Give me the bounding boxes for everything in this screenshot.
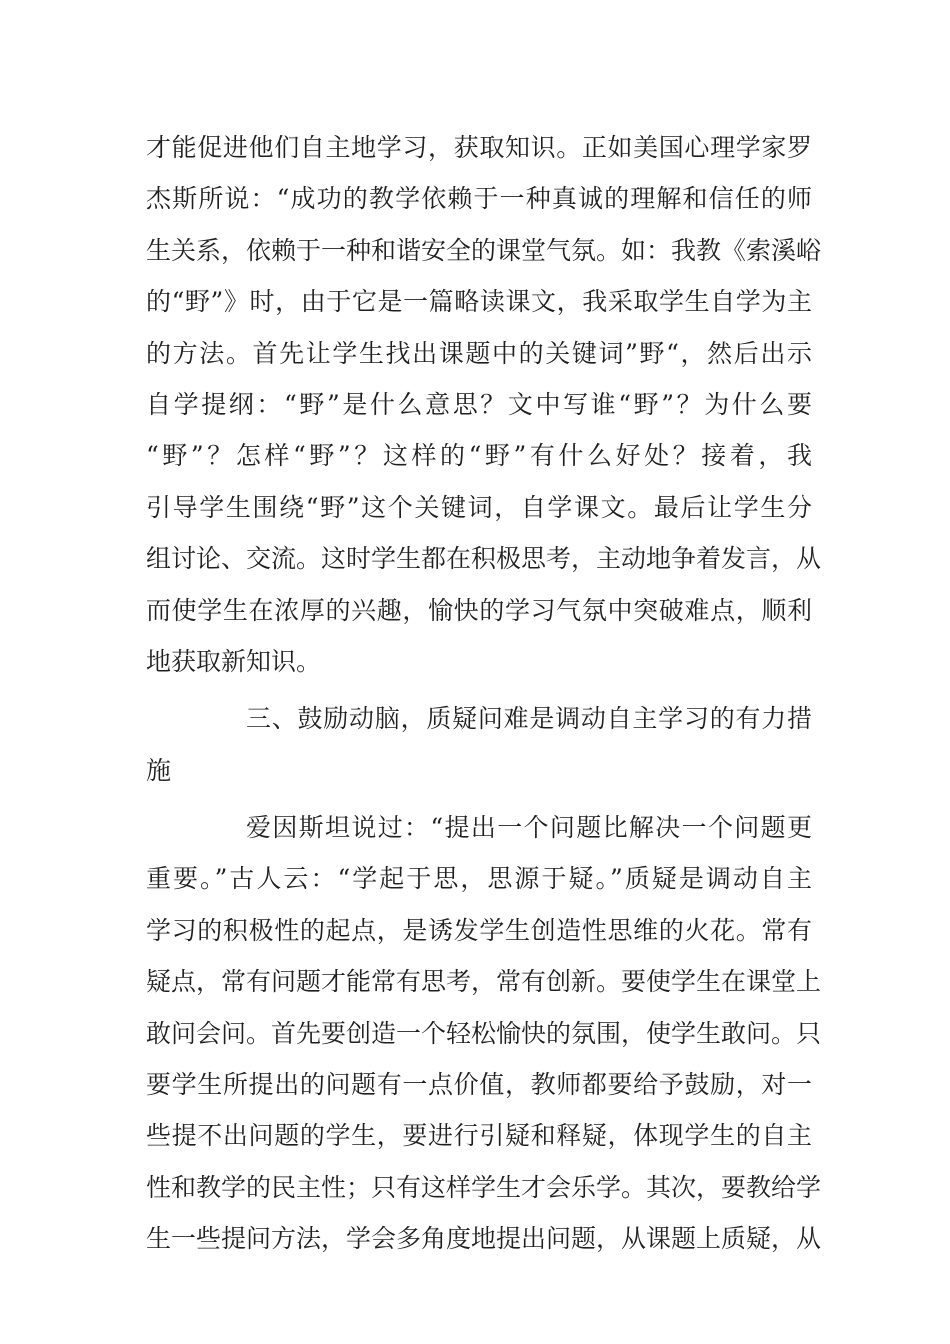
paragraph-line: 生一些提问方法，学会多角度地提出问题，从课题上质疑，从 [146, 1224, 822, 1254]
paragraph-1 [146, 122, 822, 687]
paragraph-line: 引导学生围绕“野”这个关键词，自学课文。最后让学生分 [146, 492, 812, 522]
heading-line: 施 [146, 755, 172, 785]
paragraph-line: 学习的积极性的起点，是诱发学生创造性思维的火花。常有 [146, 915, 812, 945]
paragraph-line: 要学生所提出的问题有一点价值，教师都要给予鼓励，对一 [146, 1070, 812, 1100]
heading-line: 三、鼓励动脑，质疑问难是调动自主学习的有力措 [246, 704, 812, 734]
paragraph-line: 爱因斯坦说过：“提出一个问题比解决一个问题更 [246, 813, 812, 843]
paragraph-line: 敢问会问。首先要创造一个轻松愉快的氛围，使学生敢问。只 [146, 1018, 822, 1048]
paragraph-line: 重要。”古人云：“学起于思，思源于疑。”质疑是调动自主 [146, 864, 812, 894]
paragraph-line: 疑点，常有问题才能常有思考，常有创新。要使学生在课堂上 [146, 967, 822, 997]
section-heading [146, 693, 812, 796]
paragraph-2 [146, 802, 822, 1265]
paragraph-line: 性和教学的民主性；只有这样学生才会乐学。其次，要教给学 [146, 1172, 822, 1202]
paragraph-line: 自学提纲：“野”是什么意思？文中写谁“野”？为什么要 [146, 389, 812, 419]
paragraph-line: “野”？怎样“野”？这样的“野”有什么好处？接着，我 [146, 441, 812, 471]
paragraph-line: 些提不出问题的学生，要进行引疑和释疑，体现学生的自主 [146, 1121, 812, 1151]
paragraph-line: 的“野”》时，由于它是一篇略读课文，我采取学生自学为主 [146, 287, 812, 317]
paragraph-line: 组讨论、交流。这时学生都在积极思考，主动地争着发言，从 [146, 544, 822, 574]
paragraph-line: 而使学生在浓厚的兴趣，愉快的学习气氛中突破难点，顺利 [146, 595, 812, 625]
paragraph-line: 地获取新知识。 [146, 646, 322, 676]
body-text [146, 122, 822, 1265]
paragraph-line: 生关系，依赖于一种和谐安全的课堂气氛。如：我教《索溪峪 [146, 235, 822, 265]
paragraph-line: 杰斯所说：“成功的教学依赖于一种真诚的理解和信任的师 [146, 184, 812, 214]
paragraph-line: 的方法。首先让学生找出课题中的关键词”野“，然后出示 [146, 338, 812, 368]
paragraph-line: 才能促进他们自主地学习，获取知识。正如美国心理学家罗 [146, 133, 812, 162]
